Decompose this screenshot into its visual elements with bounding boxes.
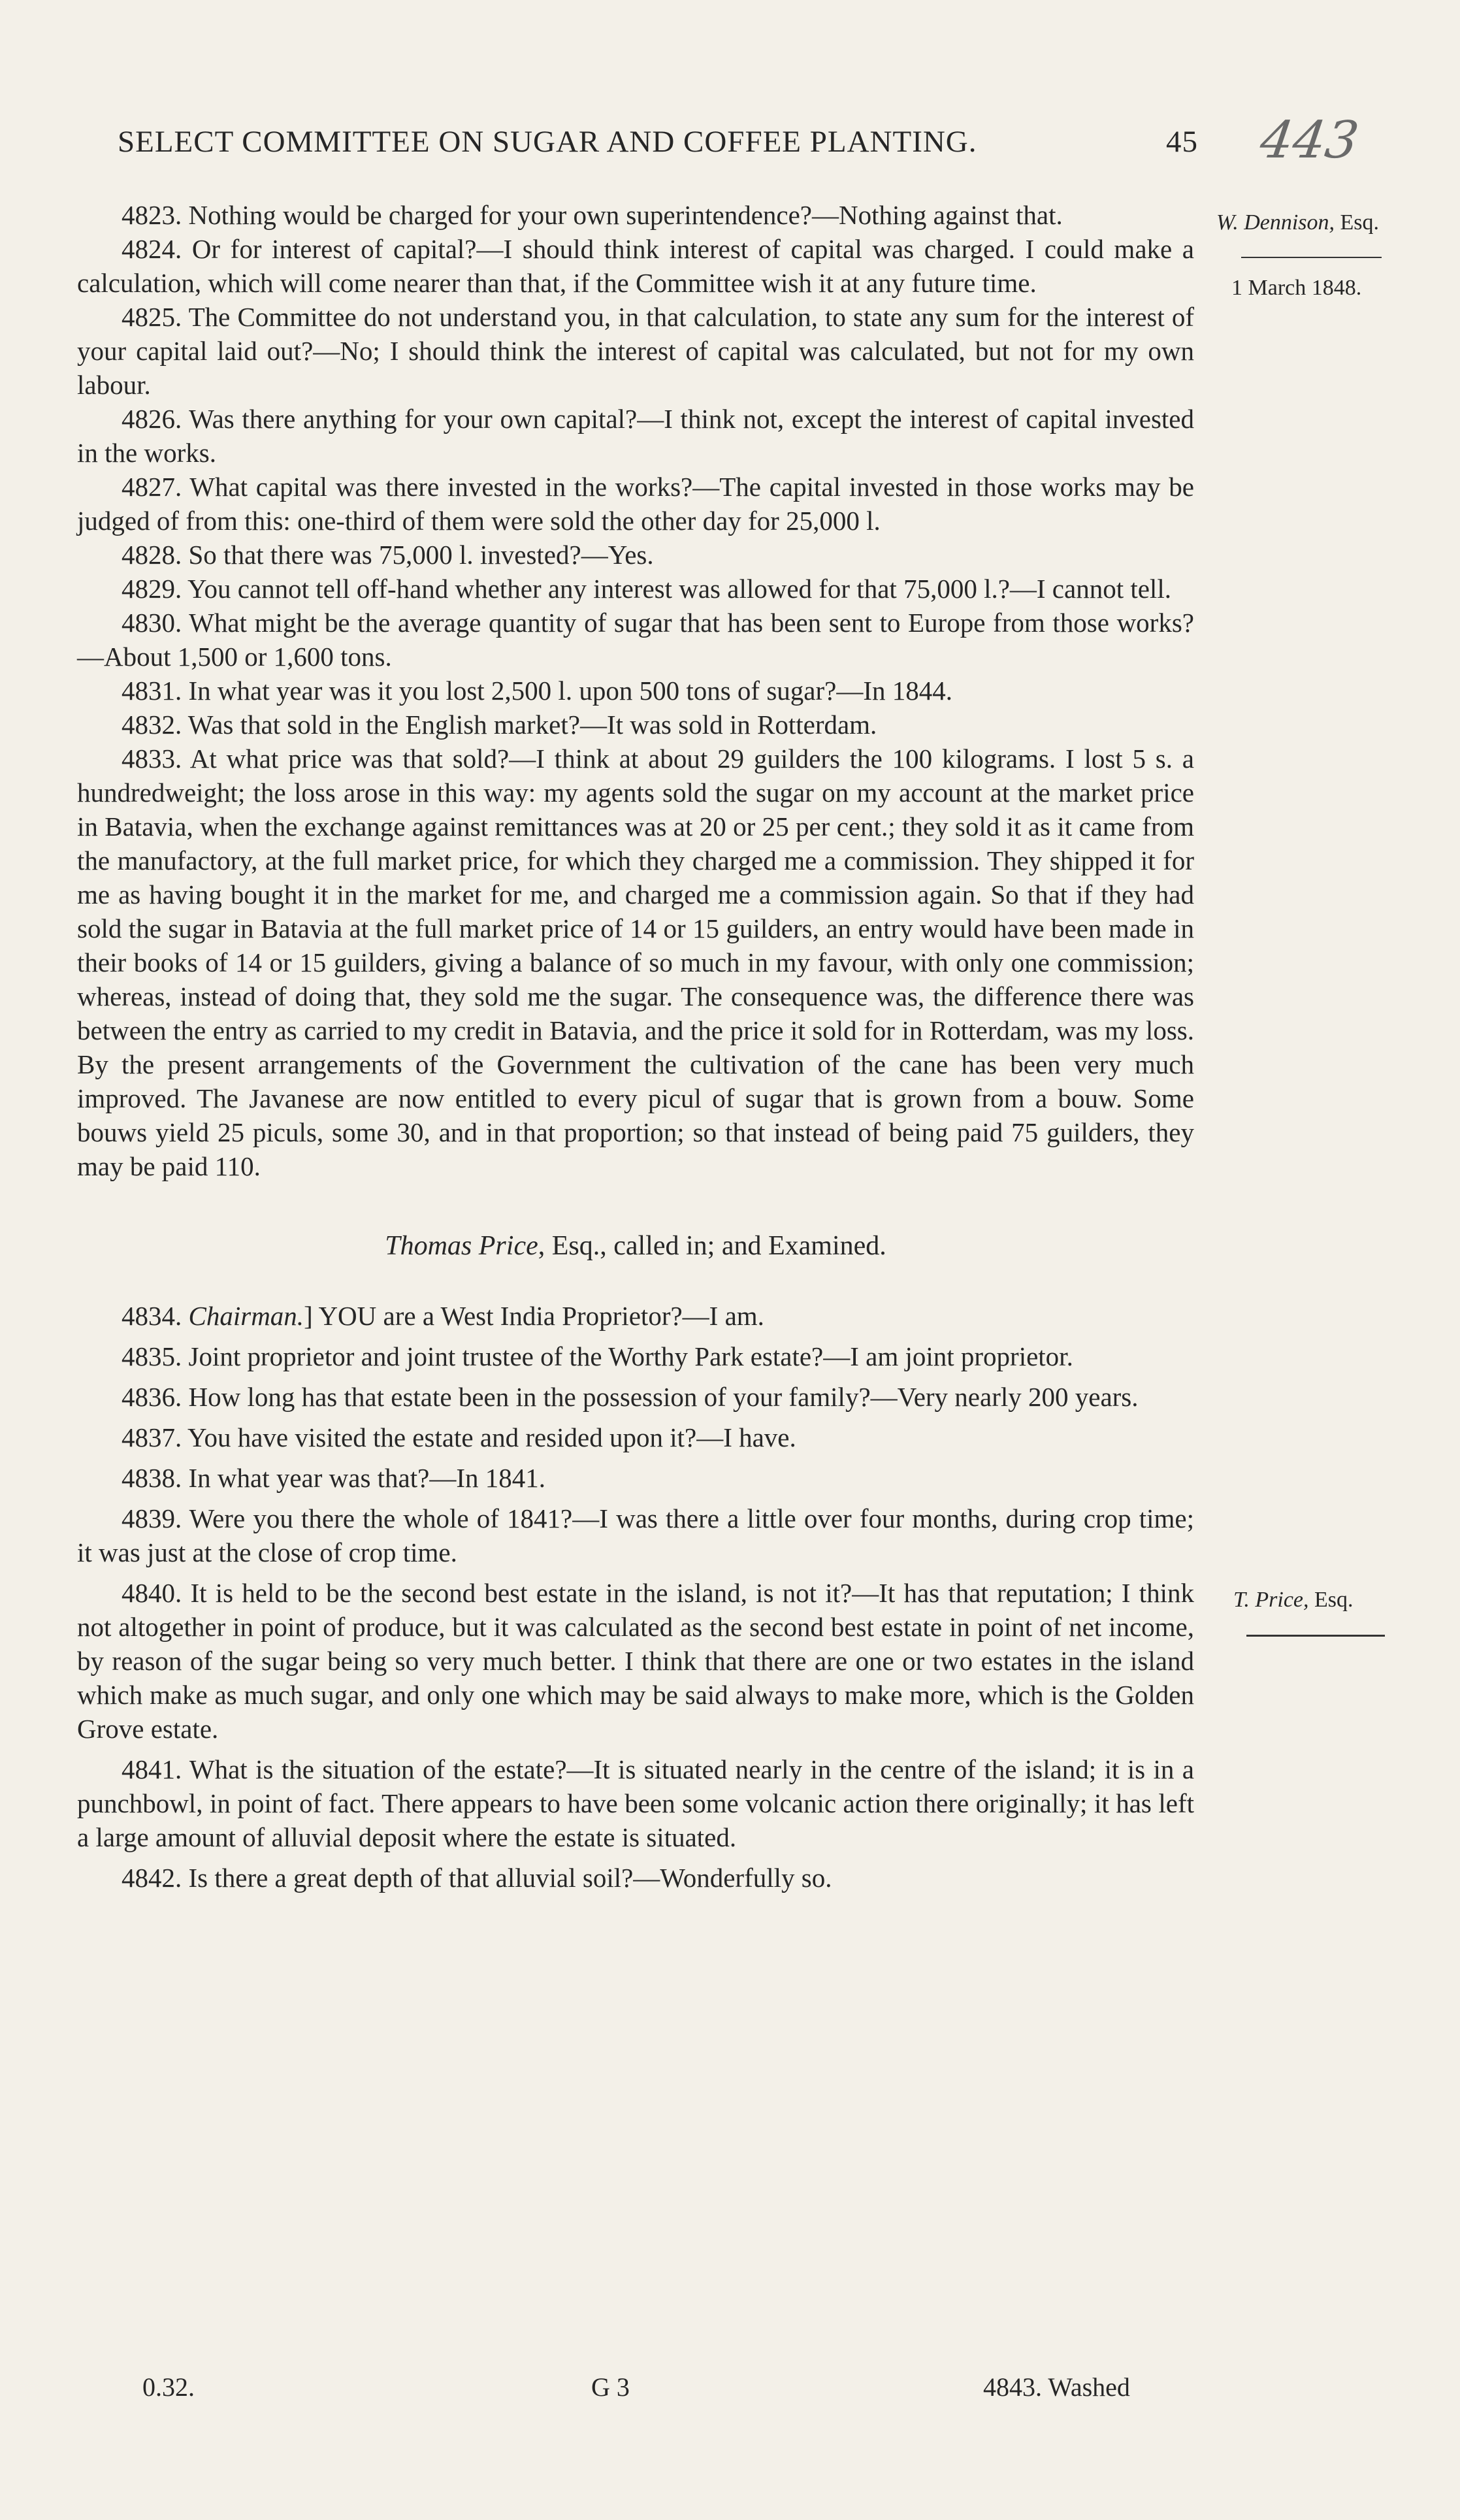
paragraph-4831: 4831. In what year was it you lost 2,500 l. upon 500 tons of sugar?—In 1844. [122, 676, 952, 706]
footer-sheet-mark: 0.32. [142, 2372, 195, 2402]
paragraph-4834 [77, 1299, 1194, 1333]
paragraph-4836: 4836. How long has that estate been in the possession of your family?—Very nearly 200 years. [122, 1382, 1139, 1412]
paragraph-4824: 4824. Or for interest of capital?—I should think interest of capital was charged. I could make a calculation, which will come nearer than that, if the Committee wish it at any future time. [77, 234, 1194, 298]
margin-witness-2-name: T. Price, [1233, 1588, 1309, 1612]
paragraph-4837: 4837. You have visited the estate and resided upon it?—I have. [122, 1422, 796, 1452]
margin-rule-1 [1241, 257, 1382, 258]
footer-catchword: 4843. Washed [983, 2372, 1130, 2402]
paragraph-4840: 4840. It is held to be the second best estate in the island, is not it?—It has that reputation; I think not altogether in point of produce, but it was calculated as the second best estate in point of net income, by reason of the sugar being so very much better. I think that there are one or two estates in the island which make as much sugar, and only one which may be said always to make more, which is the Golden Grove estate. [77, 1578, 1194, 1744]
handwritten-folio-number: 443 [1256, 111, 1363, 170]
witness-heading-name: Thomas Price [385, 1231, 538, 1261]
paragraph-4825: 4825. The Committee do not understand you, in that calculation, to state any sum for the interest of your capital laid out?—No; I should think the interest of capital was calculated, but not for my own labour. [77, 302, 1194, 400]
paragraph-4823: 4823. Nothing would be charged for your own superintendence?—Nothing against that. [122, 200, 1063, 230]
paragraph-4830: 4830. What might be the average quantity of sugar that has been sent to Europe from those works?—About 1,500 or 1,600 tons. [77, 608, 1194, 672]
margin-witness-2-title: Esq. [1308, 1588, 1354, 1612]
paragraph-4829: 4829. You cannot tell off-hand whether any interest was allowed for that 75,000 l.?—I cannot tell. [122, 574, 1171, 604]
margin-witness-1-title: Esq. [1335, 210, 1380, 235]
witness-heading-rest: , Esq., called in; and Examined. [538, 1231, 886, 1261]
paragraph-4838: 4838. In what year was that?—In 1841. [122, 1463, 545, 1493]
q4834-speaker: Chairman. [188, 1301, 304, 1331]
q4834-text: ] YOU are a West India Proprietor?—I am. [304, 1301, 764, 1331]
margin-witness-2 [1233, 1588, 1354, 1612]
paragraph-4832: 4832. Was that sold in the English market?—It was sold in Rotterdam. [122, 710, 877, 740]
paragraph-4835: 4835. Joint proprietor and joint trustee of the Worthy Park estate?—I am joint proprietor. [122, 1341, 1073, 1371]
paragraph-4839: 4839. Were you there the whole of 1841?—I was there a little over four months, during crop time; it was just at the close of crop time. [77, 1503, 1194, 1567]
paragraph-4842: 4842. Is there a great depth of that alluvial soil?—Wonderfully so. [122, 1863, 832, 1893]
body-text [77, 198, 1194, 1895]
margin-witness-1-name: W. Dennison, [1216, 210, 1335, 235]
paragraph-4833: 4833. At what price was that sold?—I think at about 29 guilders the 100 kilograms. I lost 5 s. a hundredweight; the loss arose in this way: my agents sold the sugar on my account at the market price in Batavia, when the exchange against remittances was at 20 or 25 per cent.; they sold it as it came from the manufactory, at the full market price, for which they charged me a commission. They shipped it for me as having bought it in the market for me, and charged me a commission again. So that if they had sold the sugar in Batavia at the full market price of 14 or 15 guilders, an entry would have been made in their books of 14 or 15 guilders, giving a balance of so much in my favour, with only one commission; whereas, instead of doing that, they sold me the sugar. The consequence was, the difference there was between the entry as carried to my credit in Batavia, and the price it sold for in Rotterdam, was my loss. By the present arrangements of the Government the cultivation of the cane has been very much improved. The Javanese are now entitled to every picul of sugar that is grown from a bouw. Some bouws yield 25 piculs, some 30, and in that proportion; so that instead of being paid 75 guilders, they may be paid 110. [77, 744, 1194, 1181]
paragraph-4841: 4841. What is the situation of the estate?—It is situated nearly in the centre of the island; it is in a punchbowl, in point of fact. There appears to have been some volcanic action there originally; it has left a large amount of alluvial deposit where the estate is situated. [77, 1754, 1194, 1852]
header-page-number: 45 [1166, 125, 1198, 159]
margin-date: 1 March 1848. [1231, 276, 1362, 300]
footer-signature-mark: G 3 [591, 2372, 630, 2402]
q4834-number: 4834. [122, 1301, 182, 1331]
paragraph-4827: 4827. What capital was there invested in the works?—The capital invested in those works may be judged of from this: one-third of them were sold the other day for 25,000 l. [77, 472, 1194, 536]
paragraph-4826: 4826. Was there anything for your own capital?—I think not, except the interest of capital invested in the works. [77, 404, 1194, 468]
header-title: SELECT COMMITTEE ON SUGAR AND COFFEE PLANTING. [118, 125, 977, 159]
margin-rule-2 [1246, 1635, 1385, 1637]
witness-heading [77, 1229, 1194, 1263]
paragraph-4828: 4828. So that there was 75,000 l. invested?—Yes. [122, 540, 654, 570]
running-header [118, 124, 1202, 159]
margin-witness-1 [1216, 210, 1379, 235]
